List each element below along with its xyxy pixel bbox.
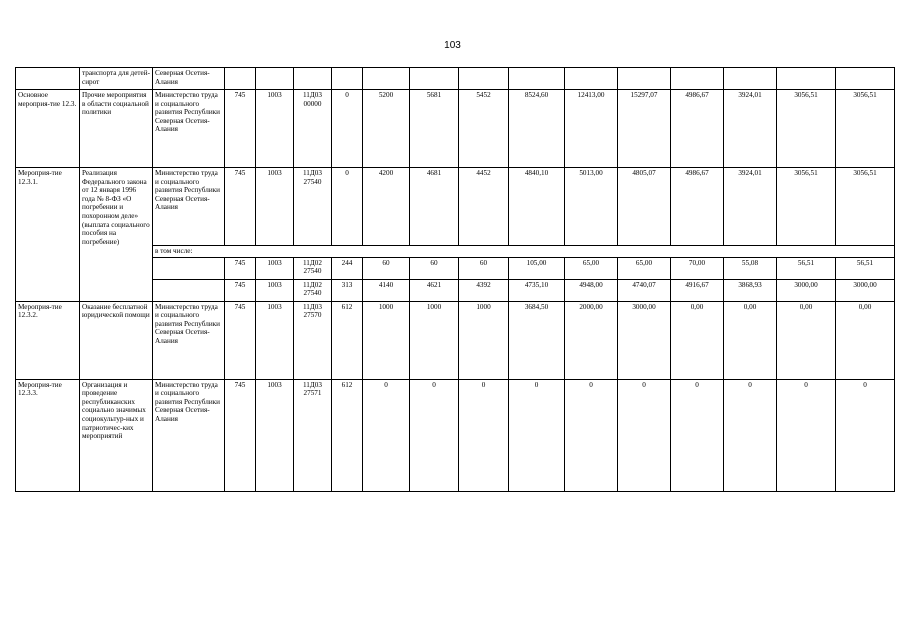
cell-executor: Министерство труда и социального развития Республики Северная Осетия-Алания: [153, 168, 225, 246]
table-row: [16, 168, 895, 246]
cell-value: 0: [618, 379, 671, 491]
cell-value: 3056,51: [777, 90, 836, 168]
cell-value: 65,00: [565, 257, 618, 279]
cell-executor: [153, 257, 225, 279]
cell-executor: Северная Осетия-Алания: [153, 68, 225, 90]
cell-value: 3684,50: [509, 301, 565, 379]
budget-table: [15, 67, 895, 492]
cell-rzpr: 1003: [256, 279, 294, 301]
cell-value: 3056,51: [836, 90, 895, 168]
table-row: [16, 301, 895, 379]
cell-value: 4916,67: [671, 279, 724, 301]
cell-value: 0,00: [724, 301, 777, 379]
cell-value: 5452: [459, 90, 509, 168]
cell-value: 56,51: [777, 257, 836, 279]
cell-csr: 11Д02 27540: [294, 279, 332, 301]
cell-vr: 244: [332, 257, 363, 279]
cell-grbs: 745: [225, 279, 256, 301]
cell-value: 4392: [459, 279, 509, 301]
cell-csr: 11Д03 27540: [294, 168, 332, 246]
cell-rzpr: 1003: [256, 379, 294, 491]
cell-csr: 11Д02 27540: [294, 257, 332, 279]
cell-status: Мероприя-тие 12.3.3.: [16, 379, 80, 491]
cell-value: 3000,00: [836, 279, 895, 301]
cell-value: 60: [410, 257, 459, 279]
cell-title: Реализация Федерального закона от 12 января 1996 года № 8-ФЗ «О погребении и похоронном деле» (выплата социального пособия на погребение): [80, 168, 153, 302]
cell-vr: 313: [332, 279, 363, 301]
cell-value: 3868,93: [724, 279, 777, 301]
cell-including-label: в том числе:: [153, 246, 895, 258]
cell-value: 0: [565, 379, 618, 491]
cell-grbs: 745: [225, 168, 256, 246]
cell-value: 0,00: [777, 301, 836, 379]
cell-vr: 0: [332, 90, 363, 168]
cell-value: 0: [836, 379, 895, 491]
cell-value: 12413,00: [565, 90, 618, 168]
cell-vr: 612: [332, 379, 363, 491]
cell-grbs: 745: [225, 379, 256, 491]
cell-value: 3924,01: [724, 90, 777, 168]
cell-value: 0: [459, 379, 509, 491]
cell-value: 0: [777, 379, 836, 491]
cell-value: 4840,10: [509, 168, 565, 246]
cell-vr: 612: [332, 301, 363, 379]
cell-rzpr: 1003: [256, 168, 294, 246]
cell-value: 55,08: [724, 257, 777, 279]
cell-title: Прочие мероприятия в области социальной политики: [80, 90, 153, 168]
cell-grbs: 745: [225, 90, 256, 168]
cell-grbs: 745: [225, 257, 256, 279]
cell-value: 0: [363, 379, 410, 491]
cell-value: 1000: [459, 301, 509, 379]
cell-status: Мероприя-тие 12.3.1.: [16, 168, 80, 302]
cell-value: 4621: [410, 279, 459, 301]
cell-value: 1000: [363, 301, 410, 379]
cell-value: 4735,10: [509, 279, 565, 301]
cell-value: 4681: [410, 168, 459, 246]
cell-value: 0: [724, 379, 777, 491]
cell-rzpr: 1003: [256, 301, 294, 379]
cell-value: 0: [410, 379, 459, 491]
cell-value: 5013,00: [565, 168, 618, 246]
cell-value: 4986,67: [671, 168, 724, 246]
cell-value: 3056,51: [836, 168, 895, 246]
cell-executor: Министерство труда и социального развития Республики Северная Осетия-Алания: [153, 90, 225, 168]
table-row: [16, 68, 895, 90]
cell-value: 3924,01: [724, 168, 777, 246]
cell-value: 3000,00: [618, 301, 671, 379]
cell-value: 65,00: [618, 257, 671, 279]
cell-status: Основное мероприя-тие 12.3.: [16, 90, 80, 168]
cell-grbs: 745: [225, 301, 256, 379]
cell-value: 0,00: [671, 301, 724, 379]
cell-csr: 11Д03 27571: [294, 379, 332, 491]
cell-value: 3000,00: [777, 279, 836, 301]
cell-vr: 0: [332, 168, 363, 246]
cell-value: 4986,67: [671, 90, 724, 168]
table-row: [16, 379, 895, 491]
cell-value: 8524,60: [509, 90, 565, 168]
cell-value: 4200: [363, 168, 410, 246]
cell-title: транспорта для детей-сирот: [80, 68, 153, 90]
cell-value: 15297,07: [618, 90, 671, 168]
cell-value: 60: [459, 257, 509, 279]
cell-value: 0: [509, 379, 565, 491]
cell-value: 5681: [410, 90, 459, 168]
cell-value: 4140: [363, 279, 410, 301]
cell-value: 5200: [363, 90, 410, 168]
cell-title: Организация и проведение республиканских социально значимых социокультур-ных и патриотичес-ких мероприятий: [80, 379, 153, 491]
cell-value: 56,51: [836, 257, 895, 279]
cell-rzpr: 1003: [256, 257, 294, 279]
cell-value: 0: [671, 379, 724, 491]
page-number: 103: [444, 40, 461, 51]
cell-value: 4805,07: [618, 168, 671, 246]
table-row: [16, 90, 895, 168]
cell-value: 60: [363, 257, 410, 279]
cell-value: 4740,07: [618, 279, 671, 301]
cell-status: Мероприя-тие 12.3.2.: [16, 301, 80, 379]
cell-rzpr: 1003: [256, 90, 294, 168]
cell-title: Оказание бесплатной юридической помощи: [80, 301, 153, 379]
cell-value: 70,00: [671, 257, 724, 279]
cell-value: 105,00: [509, 257, 565, 279]
cell-executor: [153, 279, 225, 301]
cell-value: 0,00: [836, 301, 895, 379]
cell-value: 1000: [410, 301, 459, 379]
cell-executor: Министерство труда и социального развития Республики Северная Осетия-Алания: [153, 379, 225, 491]
cell-value: 4948,00: [565, 279, 618, 301]
cell-value: 4452: [459, 168, 509, 246]
cell-executor: Министерство труда и социального развития Республики Северная Осетия-Алания: [153, 301, 225, 379]
cell-csr: 11Д03 00000: [294, 90, 332, 168]
cell-value: 3056,51: [777, 168, 836, 246]
cell-csr: 11Д03 27570: [294, 301, 332, 379]
cell-value: 2000,00: [565, 301, 618, 379]
